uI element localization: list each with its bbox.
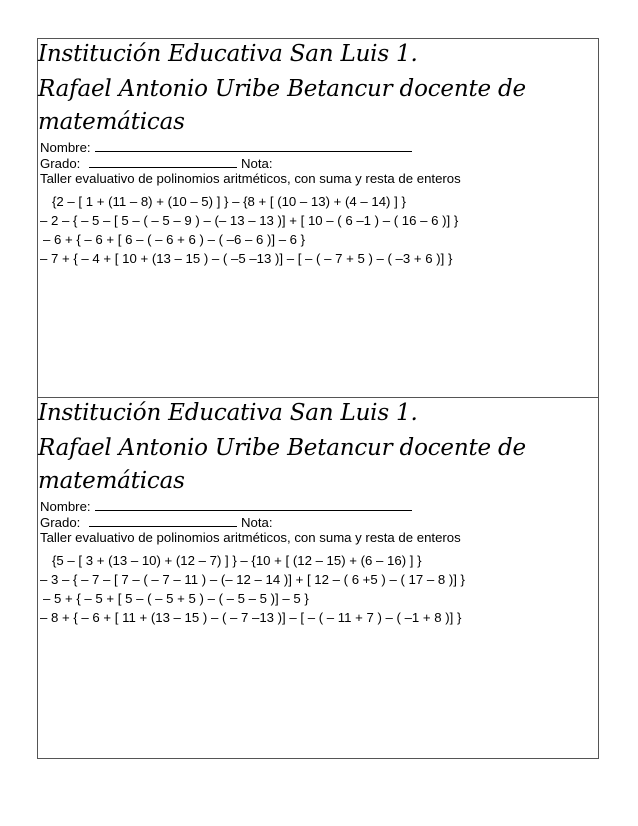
exercise-4: – 8 + { – 6 + [ 11 + (13 – 15 ) – ( – 7 –13 )] – [ – ( – 11 + 7 ) – ( –1 + 8 )] } [40, 610, 462, 625]
teacher-line: Rafael Antonio Uribe Betancur docente de [38, 76, 526, 102]
nota-label: Nota: [241, 156, 273, 171]
exercise-1: {2 – [ 1 + (11 – 8) + (10 – 5) ] } – {8 + [ (10 – 13) + (4 – 14) ] } [52, 194, 406, 209]
exercise-4: – 7 + { – 4 + [ 10 + (13 – 15 ) – ( –5 –13 )] – [ – ( – 7 + 5 ) – ( –3 + 6 )] } [40, 251, 453, 266]
worksheet-card-2 [37, 397, 599, 759]
nombre-blank [95, 139, 412, 152]
taller-description: Taller evaluativo de polinomios aritméticos, con suma y resta de enteros [40, 171, 461, 186]
nombre-blank [95, 498, 412, 511]
nombre-row [40, 498, 412, 515]
exercise-1: {5 – [ 3 + (13 – 10) + (12 – 7) ] } – {10 + [ (12 – 15) + (6 – 16) ] } [52, 553, 422, 568]
exercise-2: – 3 – { – 7 – [ 7 – ( – 7 – 11 ) – (– 12 – 14 )] + [ 12 – ( 6 +5 ) – ( 17 – 8 )] } [40, 572, 465, 587]
taller-description: Taller evaluativo de polinomios aritméticos, con suma y resta de enteros [40, 530, 461, 545]
grado-label: Grado: [40, 515, 81, 530]
exercise-3: – 6 + { – 6 + [ 6 – ( – 6 + 6 ) – ( –6 – 6 )] – 6 } [43, 232, 306, 247]
nombre-label: Nombre: [40, 140, 91, 155]
subject-line: matemáticas [38, 468, 185, 494]
exercise-3: – 5 + { – 5 + [ 5 – ( – 5 + 5 ) – ( – 5 – 5 )] – 5 } [43, 591, 309, 606]
grado-row [40, 514, 273, 531]
grado-row [40, 155, 273, 172]
grado-blank [89, 514, 237, 527]
nota-label: Nota: [241, 515, 273, 530]
grado-blank [89, 155, 237, 168]
teacher-line: Rafael Antonio Uribe Betancur docente de [38, 435, 526, 461]
subject-line: matemáticas [38, 109, 185, 135]
nombre-row [40, 139, 412, 156]
grado-label: Grado: [40, 156, 81, 171]
nombre-label: Nombre: [40, 499, 91, 514]
worksheet-card-1 [37, 38, 599, 398]
school-name: Institución Educativa San Luis 1. [38, 400, 418, 426]
exercise-2: – 2 – { – 5 – [ 5 – ( – 5 – 9 ) – (– 13 – 13 )] + [ 10 – ( 6 –1 ) – ( 16 – 6 )] } [40, 213, 459, 228]
school-name: Institución Educativa San Luis 1. [38, 41, 418, 67]
